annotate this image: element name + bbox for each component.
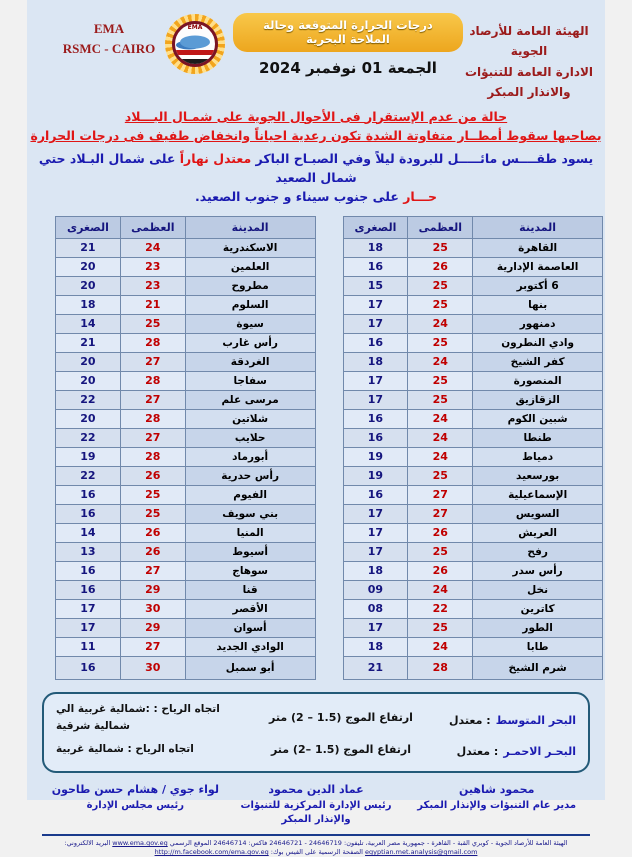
table-row xyxy=(56,618,316,637)
forecast-line-1 xyxy=(27,150,605,188)
cell-max: 23 xyxy=(120,257,185,276)
table-row xyxy=(56,580,316,599)
cell-min: 16 xyxy=(343,485,408,504)
cell-max: 28 xyxy=(120,333,185,352)
cell-max: 25 xyxy=(408,276,473,295)
table-row xyxy=(56,352,316,371)
table-row xyxy=(343,485,603,504)
wind-direction: اتجاه الرياح : :شمالية غربية الي شمالية شرقية xyxy=(56,702,220,733)
cell-city: الطور xyxy=(473,618,603,637)
cell-min: 22 xyxy=(56,466,121,485)
cell-city: القاهرة xyxy=(473,238,603,257)
table-row xyxy=(343,523,603,542)
cell-city: سفاجا xyxy=(185,371,315,390)
table-row xyxy=(343,580,603,599)
forecast-text: على شمال البـلاد حتي شمال الصعيد xyxy=(38,151,357,186)
cell-min: 16 xyxy=(56,580,121,599)
cell-city: السويس xyxy=(473,504,603,523)
table-row xyxy=(343,542,603,561)
cell-min: 09 xyxy=(343,580,408,599)
table-row xyxy=(56,390,316,409)
cell-city: دمياط xyxy=(473,447,603,466)
table-row xyxy=(343,561,603,580)
cell-city: رأس سدر xyxy=(473,561,603,580)
table-row xyxy=(343,447,603,466)
cell-min: 08 xyxy=(343,599,408,618)
cell-city: كاترين xyxy=(473,599,603,618)
contact-info-text: الهيئة العامة للأرصاد الجوية - كوبري القبة - القاهرة - جمهورية مصر العربية، تليفون: 24646719 - 24646721 فاكس: 24646714 الموقع الرسمي xyxy=(167,838,568,847)
cell-min: 19 xyxy=(56,447,121,466)
alert-line-1: حالة من عدم الإستقرار فى الأحوال الجوية على شمـال البـــلاد xyxy=(124,108,508,124)
table-row xyxy=(56,466,316,485)
signer-title: مدير عام التنبؤات والإنذار المبكر xyxy=(417,799,577,811)
forecast-text: على جنوب سيناء و جنوب الصعيد. xyxy=(195,188,404,204)
cell-max: 27 xyxy=(120,428,185,447)
marine-row-red-sea xyxy=(56,736,576,763)
contact-info-text: البريد الالكتروني: xyxy=(64,838,113,847)
cell-city: العلمين xyxy=(185,257,315,276)
table-row xyxy=(343,352,603,371)
contact-info-text: الصفحة الرسمية على الفيس بوك: xyxy=(268,848,366,857)
table-row xyxy=(56,333,316,352)
cell-max: 24 xyxy=(408,637,473,656)
cell-max: 26 xyxy=(120,542,185,561)
cell-city: رأس حدرية xyxy=(185,466,315,485)
cell-max: 25 xyxy=(408,618,473,637)
org-ar-line1: الهيئة العامة للأرصاد الجوية xyxy=(469,24,589,59)
signer-name: محمود شاهين xyxy=(458,783,535,797)
table-row xyxy=(56,656,316,679)
cell-city: أسيوط xyxy=(185,542,315,561)
table-row xyxy=(343,257,603,276)
footer-fine-print xyxy=(27,839,605,857)
cell-max: 27 xyxy=(408,504,473,523)
cell-max: 25 xyxy=(408,390,473,409)
cell-city: 6 أكتوبر xyxy=(473,276,603,295)
cell-max: 24 xyxy=(408,352,473,371)
cell-min: 15 xyxy=(343,276,408,295)
cell-max: 24 xyxy=(408,428,473,447)
cell-city: العريش xyxy=(473,523,603,542)
cell-min: 14 xyxy=(56,523,121,542)
sea-cell xyxy=(426,705,576,732)
cell-city: بورسعيد xyxy=(473,466,603,485)
forecast-highlight: حـــار xyxy=(403,188,437,204)
sea-name: البحر المتوسط xyxy=(495,713,576,727)
cell-city: مطروح xyxy=(185,276,315,295)
cell-min: 20 xyxy=(56,257,121,276)
cell-max: 25 xyxy=(408,466,473,485)
cell-max: 26 xyxy=(408,257,473,276)
table-row xyxy=(343,618,603,637)
table-row xyxy=(56,428,316,447)
marine-conditions-box xyxy=(42,692,590,774)
cell-min: 20 xyxy=(56,409,121,428)
cell-city: حلايب xyxy=(185,428,315,447)
cell-min: 17 xyxy=(343,523,408,542)
cell-min: 16 xyxy=(343,428,408,447)
cell-min: 16 xyxy=(343,257,408,276)
cell-city: الوادي الجديد xyxy=(185,637,315,656)
table-row xyxy=(56,257,316,276)
cell-max: 24 xyxy=(408,409,473,428)
cell-max: 27 xyxy=(120,352,185,371)
table-row xyxy=(56,599,316,618)
org-ar-line2: الادارة العامة للتنبؤات والانذار المبكر xyxy=(464,64,594,100)
table-row xyxy=(343,504,603,523)
cell-max: 25 xyxy=(408,542,473,561)
cell-min: 21 xyxy=(56,238,121,257)
table-header-row xyxy=(56,216,316,238)
table-row xyxy=(343,637,603,656)
table-row xyxy=(56,637,316,656)
cell-max: 21 xyxy=(120,295,185,314)
cell-city: طنطا xyxy=(473,428,603,447)
sea-state: : معتدل xyxy=(456,745,499,759)
cell-min: 16 xyxy=(56,485,121,504)
wind-direction: اتجاه الرياح : شمالية غربية xyxy=(56,742,194,755)
cell-city: الفيوم xyxy=(185,485,315,504)
cell-min: 20 xyxy=(56,371,121,390)
cell-min: 18 xyxy=(56,295,121,314)
email-link[interactable]: egyptian.met.analysis@gmail.com xyxy=(365,848,478,857)
facebook-link[interactable]: http://m.facebook.com/ema.gov.eg xyxy=(154,848,269,857)
signature-central-admin-head xyxy=(226,782,407,827)
temperature-tables xyxy=(27,207,605,680)
bulletin-page xyxy=(27,0,605,857)
table-row xyxy=(56,485,316,504)
cell-city: مرسى علم xyxy=(185,390,315,409)
cell-city: السلوم xyxy=(185,295,315,314)
cell-city: شبين الكوم xyxy=(473,409,603,428)
cell-city: دمنهور xyxy=(473,314,603,333)
cell-min: 19 xyxy=(343,466,408,485)
cell-max: 25 xyxy=(408,238,473,257)
signatures xyxy=(45,782,587,827)
table-row xyxy=(343,428,603,447)
cell-max: 25 xyxy=(120,314,185,333)
emblem-text: EMA xyxy=(187,24,203,31)
cell-min: 17 xyxy=(343,295,408,314)
cell-city: العاصمة الإدارية xyxy=(473,257,603,276)
sea-name: البحـر الاحمـر xyxy=(503,745,576,759)
cell-max: 29 xyxy=(120,580,185,599)
table-row xyxy=(343,656,603,679)
cell-min: 20 xyxy=(56,276,121,295)
alert-line-2: يصاحبها سقوط أمطــار متفاوتة الشدة تكون رعدية احياناً وانخفاض طفيف فى درجات الحرارة xyxy=(30,127,602,143)
cell-max: 25 xyxy=(120,504,185,523)
cell-min: 17 xyxy=(343,390,408,409)
cell-min: 16 xyxy=(343,409,408,428)
cell-max: 24 xyxy=(408,447,473,466)
col-header-max: العظمى xyxy=(408,216,473,238)
cell-city: المنيا xyxy=(185,523,315,542)
cell-min: 18 xyxy=(343,561,408,580)
col-header-min: الصغرى xyxy=(343,216,408,238)
org-en-line1: EMA xyxy=(93,21,125,36)
cell-city: أبورماد xyxy=(185,447,315,466)
cell-city: بني سويف xyxy=(185,504,315,523)
signer-name: لواء جوي / هشام حسن طاحون xyxy=(51,783,219,797)
cell-max: 27 xyxy=(408,485,473,504)
cell-max: 27 xyxy=(120,637,185,656)
cell-city: قنا xyxy=(185,580,315,599)
marine-row-mediterranean xyxy=(56,701,576,737)
col-header-max: العظمى xyxy=(120,216,185,238)
signer-title: رئيس الإدارة المركزية للتنبؤات والإنذار المبكر xyxy=(240,799,392,825)
cell-min: 18 xyxy=(343,352,408,371)
cell-min: 14 xyxy=(56,314,121,333)
cell-city: رفح xyxy=(473,542,603,561)
sea-state: : معتدل xyxy=(449,713,491,727)
cell-max: 24 xyxy=(408,580,473,599)
cell-city: أسوان xyxy=(185,618,315,637)
table-header-row xyxy=(343,216,603,238)
cell-max: 22 xyxy=(408,599,473,618)
cell-city: سوهاج xyxy=(185,561,315,580)
header xyxy=(27,0,605,103)
signer-name: عماد الدين محمود xyxy=(268,783,364,797)
cell-max: 29 xyxy=(120,618,185,637)
cell-min: 13 xyxy=(56,542,121,561)
temps-table-upper-egypt xyxy=(55,216,316,680)
org-en-line2: RSMC - CAIRO xyxy=(62,40,156,56)
cell-max: 28 xyxy=(120,447,185,466)
signer-title: رئيس مجلس الإدارة xyxy=(86,799,185,811)
cell-city: وادي النطرون xyxy=(473,333,603,352)
cell-min: 22 xyxy=(56,390,121,409)
table-row xyxy=(343,371,603,390)
cell-city: شرم الشيخ xyxy=(473,656,603,679)
cell-min: 16 xyxy=(56,656,121,679)
cell-city: رأس غارب xyxy=(185,333,315,352)
cell-city: الاسكندرية xyxy=(185,238,315,257)
cell-max: 30 xyxy=(120,656,185,679)
table-row xyxy=(343,333,603,352)
table-row xyxy=(56,447,316,466)
cell-max: 28 xyxy=(120,409,185,428)
table-row xyxy=(56,504,316,523)
cell-max: 27 xyxy=(120,390,185,409)
table-row xyxy=(56,523,316,542)
cell-max: 24 xyxy=(408,314,473,333)
sea-cell xyxy=(426,736,576,763)
flag-black-stripe xyxy=(175,59,215,64)
table-row xyxy=(343,314,603,333)
cell-max: 26 xyxy=(408,561,473,580)
cell-max: 28 xyxy=(120,371,185,390)
cell-max: 23 xyxy=(120,276,185,295)
cell-max: 25 xyxy=(408,371,473,390)
cell-city: بنها xyxy=(473,295,603,314)
cell-max: 25 xyxy=(120,485,185,504)
cell-city: المنصورة xyxy=(473,371,603,390)
cloud-icon xyxy=(180,35,210,48)
table-row xyxy=(56,238,316,257)
cell-max: 26 xyxy=(408,523,473,542)
table-row xyxy=(56,295,316,314)
temps-table-lower-egypt xyxy=(343,216,604,680)
cell-city: سيوة xyxy=(185,314,315,333)
cell-min: 17 xyxy=(343,504,408,523)
bulletin-date: الجمعة 01 نوفمبر 2024 xyxy=(259,59,437,77)
cell-max: 25 xyxy=(408,333,473,352)
forecast-text: يسود طقــــس مائـــــل للبرودة ليلاً وفي الصبـاح الباكر xyxy=(251,151,594,167)
table-row xyxy=(56,371,316,390)
cell-city: الزقازيق xyxy=(473,390,603,409)
cell-min: 16 xyxy=(343,333,408,352)
cell-min: 20 xyxy=(56,352,121,371)
cell-min: 18 xyxy=(343,238,408,257)
cell-min: 17 xyxy=(56,599,121,618)
cell-max: 26 xyxy=(120,523,185,542)
forecast-highlight: معتدل نهاراً xyxy=(179,151,252,167)
org-name-english xyxy=(53,13,165,58)
cell-min: 17 xyxy=(56,618,121,637)
cell-city: الغردقة xyxy=(185,352,315,371)
cell-max: 24 xyxy=(120,238,185,257)
table-row xyxy=(343,409,603,428)
cell-min: 21 xyxy=(343,656,408,679)
table-row xyxy=(343,276,603,295)
bulletin-title: درجات الحرارة المتوقعة وحالة الملاحة البحرية xyxy=(233,13,463,52)
website-link[interactable]: www.ema.gov.eg xyxy=(112,838,168,847)
cell-city: نخل xyxy=(473,580,603,599)
cell-min: 16 xyxy=(56,561,121,580)
col-header-city: المدينة xyxy=(185,216,315,238)
table-row xyxy=(343,466,603,485)
table-row xyxy=(56,314,316,333)
cell-min: 17 xyxy=(343,542,408,561)
cell-min: 11 xyxy=(56,637,121,656)
cell-min: 17 xyxy=(343,371,408,390)
cell-min: 19 xyxy=(343,447,408,466)
footer-divider xyxy=(42,834,590,836)
table-row xyxy=(56,276,316,295)
wave-height: ارتفاع الموج (1.5 – 2) متر xyxy=(269,711,413,725)
cell-city: شلاتين xyxy=(185,409,315,428)
cell-city: طابا xyxy=(473,637,603,656)
cell-min: 18 xyxy=(343,637,408,656)
table-row xyxy=(343,390,603,409)
cell-min: 22 xyxy=(56,428,121,447)
cell-city: كفر الشيخ xyxy=(473,352,603,371)
cell-max: 30 xyxy=(120,599,185,618)
table-row xyxy=(56,561,316,580)
forecast-line-2 xyxy=(27,188,605,207)
table-row xyxy=(56,409,316,428)
org-name-arabic xyxy=(463,13,595,103)
cell-city: أبو سمبل xyxy=(185,656,315,679)
cell-max: 26 xyxy=(120,466,185,485)
col-header-city: المدينة xyxy=(473,216,603,238)
table-row xyxy=(343,295,603,314)
signature-forecast-director xyxy=(406,782,587,827)
table-row xyxy=(56,542,316,561)
cell-max: 28 xyxy=(408,656,473,679)
cell-min: 16 xyxy=(56,504,121,523)
weather-alerts xyxy=(27,107,605,146)
ema-logo-icon xyxy=(165,14,225,74)
cell-min: 17 xyxy=(343,314,408,333)
cell-min: 21 xyxy=(56,333,121,352)
wave-height: ارتفاع الموج (1.5 –2) متر xyxy=(270,742,412,756)
forecast-paragraph xyxy=(27,150,605,206)
table-row xyxy=(343,238,603,257)
cell-max: 25 xyxy=(408,295,473,314)
cell-city: الأقصر xyxy=(185,599,315,618)
col-header-min: الصغرى xyxy=(56,216,121,238)
signature-board-chairman xyxy=(45,782,226,827)
table-row xyxy=(343,599,603,618)
title-block xyxy=(233,13,463,77)
cell-city: الإسماعيلية xyxy=(473,485,603,504)
cell-max: 27 xyxy=(120,561,185,580)
cell-min: 17 xyxy=(343,618,408,637)
emblem-circle xyxy=(172,21,218,67)
